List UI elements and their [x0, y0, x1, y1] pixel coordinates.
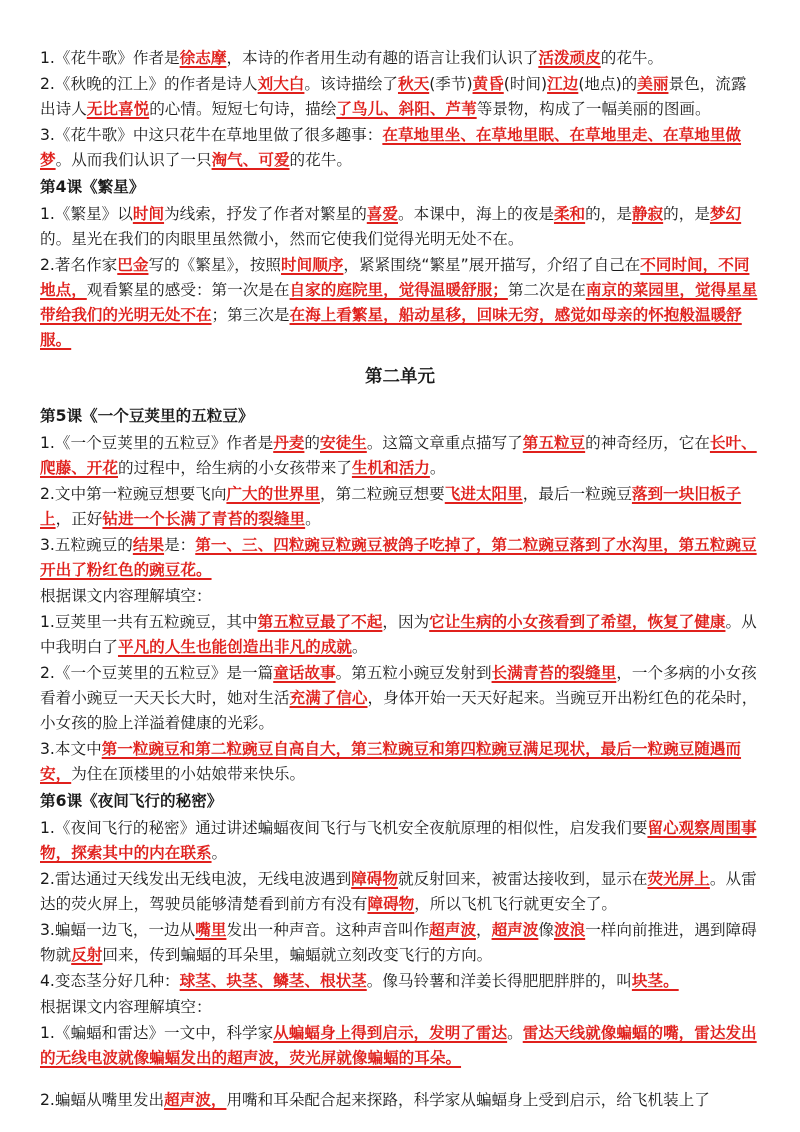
text-segment: 的过程中，给生病的小女孩带来了	[117, 459, 352, 477]
answer-highlight: 在草地里坐、在草地里眠、在草地里走、在草地里做梦	[40, 126, 742, 169]
text-segment: ，本诗的作者用生动有趣的语言让我们认识了	[226, 49, 539, 67]
text-segment: 为住在顶楼里的小姑娘带来快乐。	[71, 765, 306, 783]
text-segment: 。第五粒小豌豆发射到	[335, 664, 492, 682]
answer-highlight: 障碍物	[367, 895, 415, 913]
text-segment: 2.著名作家	[40, 256, 118, 274]
answer-highlight: 喜爱	[366, 205, 398, 223]
text-segment: 的，是	[585, 205, 632, 223]
answer-highlight: 留心观察周围事物，探索其中的内在联系	[40, 819, 757, 862]
text-segment: ，最后一粒豌豆	[522, 485, 632, 503]
answer-highlight: 活泼顽皮	[538, 49, 601, 67]
text-segment: 。这篇文章重点描写了	[366, 434, 523, 452]
answer-highlight: 时间	[132, 205, 165, 223]
text-paragraph	[40, 867, 760, 917]
answer-highlight: 南京的菜园里，觉得星星带给我们的光明无处不在	[40, 281, 758, 324]
text-segment: ，一个多病的小女孩看着小豌豆一天天长大时，她对生活	[40, 664, 757, 707]
answer-highlight: 嘴里	[195, 921, 227, 939]
text-segment: ，	[475, 921, 492, 939]
text-segment: 2.蝙蝠从嘴里发出	[40, 1091, 165, 1109]
spacer	[40, 1072, 760, 1088]
text-segment: 3.五粒豌豆的	[40, 536, 133, 554]
text-segment: 发出一种声音。这种声音叫作	[226, 921, 430, 939]
text-segment: 1.《花牛歌》作者是	[40, 49, 180, 67]
text-paragraph	[40, 202, 760, 252]
answer-highlight: 第五粒豆最了不起	[257, 613, 383, 631]
answer-highlight: 第一、三、四粒豌豆粒豌豆被鸽子吃掉了，第二粒豌豆落到了水沟里，第五粒豌豆开出了粉红色的豌豆花。	[40, 536, 757, 579]
text-segment: 的，是	[663, 205, 710, 223]
text-paragraph	[40, 482, 760, 532]
text-paragraph	[40, 584, 760, 609]
answer-highlight: 童话故事	[273, 664, 336, 682]
text-segment: 的	[304, 434, 321, 452]
answer-highlight: 结果	[132, 536, 165, 554]
text-paragraph	[40, 995, 760, 1020]
answer-highlight: 丹麦	[273, 434, 305, 452]
text-segment: 为线索，抒发了作者对繁星的	[164, 205, 367, 223]
text-segment: 1.《一个豆荚里的五粒豆》作者是	[40, 434, 274, 452]
answer-highlight: 柔和	[553, 205, 586, 223]
answer-highlight: 在海上看繁星，船动星移，回味无穷，感觉如母亲的怀抱般温暖舒服。	[40, 306, 742, 349]
text-segment: 2.《秋晚的江上》的作者是诗人	[40, 75, 258, 93]
text-paragraph	[40, 1088, 760, 1113]
text-segment: 的。星光在我们的肉眼里虽然微小，然而它使我们觉得光明无处不在。	[40, 230, 524, 248]
text-paragraph	[40, 1021, 760, 1071]
answer-highlight: 淘气、可爱	[211, 151, 290, 169]
text-segment: 1.《蝙蝠和雷达》一文中，科学家	[40, 1024, 274, 1042]
answer-highlight: 波浪	[553, 921, 586, 939]
text-segment: 。	[429, 459, 446, 477]
text-segment: 等景物，构成了一幅美丽的图画。	[476, 100, 711, 118]
text-segment: ，正好	[55, 510, 103, 528]
text-segment: ，身体开始一天天好起来。当豌豆开出粉红色的花朵时，小女孩的脸上洋溢着健康的光彩。	[40, 689, 758, 732]
answer-highlight: 第五粒豆	[522, 434, 586, 452]
answer-highlight: 巴金	[117, 256, 149, 274]
text-segment: 。本课中，海上的夜是	[398, 205, 554, 223]
answer-highlight: 反射	[71, 946, 103, 964]
text-segment: 。该诗描绘了	[304, 75, 398, 93]
lesson-heading	[40, 174, 760, 201]
text-segment: 用嘴和耳朵配合起来探路，科学家从蝙蝠身上受到启示，给飞机装上了	[226, 1091, 710, 1109]
text-segment: ，因为	[382, 613, 430, 631]
text-segment: ；第三次是	[211, 306, 290, 324]
answer-highlight: 长满青苔的裂缝里	[491, 664, 617, 682]
answer-highlight: 飞进太阳里	[444, 485, 523, 503]
text-segment: 3.蝙蝠一边飞，一边从	[40, 921, 196, 939]
answer-highlight: 充满了信心	[289, 689, 368, 707]
text-paragraph	[40, 969, 760, 994]
text-segment: ，第二粒豌豆想要	[320, 485, 445, 503]
text-paragraph	[40, 661, 760, 736]
text-segment: ，紧紧围绕“繁星”展开描写，介绍了自己在	[343, 256, 641, 274]
text-segment: 观看繁星的感受：第一次是在	[86, 281, 290, 299]
answer-highlight: 块茎。	[631, 972, 679, 990]
text-segment: 的花牛。	[289, 151, 352, 169]
answer-highlight: 第一粒豌豆和第二粒豌豆自高自大，第三粒豌豆和第四粒豌豆满足现状，最后一粒豌豆随遇而安，	[40, 740, 742, 783]
text-segment: (地点)的	[578, 75, 638, 93]
text-segment: (季节)	[429, 75, 473, 93]
text-segment: 第二次是在	[507, 281, 586, 299]
text-segment: 2.文中第一粒豌豆想要飞向	[40, 485, 227, 503]
answer-highlight: 梦幻	[709, 205, 742, 223]
text-segment: 根据课文内容理解填空：	[40, 998, 212, 1016]
text-segment: 回来，传到蝙蝠的耳朵里，蝙蝠就立刻改变飞行的方向。	[102, 946, 493, 964]
answer-highlight: 从蝙蝠身上得到启示，发明了雷达	[273, 1024, 508, 1042]
text-segment: 写的《繁星》，按照	[148, 256, 282, 274]
text-segment: 。	[305, 510, 321, 528]
answer-highlight: 江边	[547, 75, 579, 93]
text-segment: 。	[507, 1024, 523, 1042]
text-paragraph	[40, 918, 760, 968]
text-segment: 景色，流露出诗人	[40, 75, 747, 118]
answer-highlight: 长叶、爬藤、开花	[40, 434, 757, 477]
text-segment: 第二单元	[365, 367, 435, 387]
text-segment: 就反射回来，被雷达接收到，显示在	[397, 870, 648, 888]
text-paragraph	[40, 72, 760, 122]
text-paragraph	[40, 253, 760, 353]
text-paragraph	[40, 816, 760, 866]
answer-highlight: 安徒生	[320, 434, 367, 452]
lesson-heading	[40, 403, 760, 430]
answer-highlight: 荧光屏上	[647, 870, 710, 888]
text-segment: 。从中我明白了	[40, 613, 757, 656]
answer-highlight: 自家的庭院里，觉得温暖舒服；	[289, 281, 508, 299]
text-segment: 的花牛。	[600, 49, 664, 67]
text-paragraph	[40, 533, 760, 583]
answer-highlight: 无比喜悦	[86, 100, 150, 118]
answer-highlight: 障碍物	[351, 870, 398, 888]
text-segment: 3.本文中	[40, 740, 102, 758]
text-segment: 2.雷达通过天线发出无线电波，无线电波遇到	[40, 870, 352, 888]
answer-highlight: 生机和活力	[351, 459, 430, 477]
text-paragraph	[40, 737, 760, 787]
answer-highlight: 球茎、块茎、鳞茎、根状茎	[179, 972, 367, 990]
answer-highlight: 落到一块旧板子上	[40, 485, 742, 528]
text-segment: 4.变态茎分好几种：	[40, 972, 180, 990]
answer-highlight: 超声波	[429, 921, 476, 939]
answer-highlight: 不同时间，不同地点，	[40, 256, 750, 299]
unit-heading	[40, 361, 760, 393]
answer-highlight: 徐志摩	[179, 49, 227, 67]
text-segment: 。	[211, 844, 228, 862]
text-segment: 的心情。短短七句诗，描绘	[149, 100, 337, 118]
answer-highlight: 它让生病的小女孩看到了希望，恢复了健康	[429, 613, 726, 631]
text-segment: (时间)	[503, 75, 548, 93]
text-segment: 第6课《夜间飞行的秘密》	[40, 792, 223, 810]
text-paragraph	[40, 431, 760, 481]
text-segment: 2.《一个豆荚里的五粒豆》是一篇	[40, 664, 274, 682]
text-segment: 根据课文内容理解填空：	[40, 587, 212, 605]
text-segment: 的神奇经历，它在	[585, 434, 710, 452]
answer-highlight: 超声波	[491, 921, 539, 939]
answer-highlight: 静寂	[631, 205, 664, 223]
text-segment: 第4课《繁星》	[40, 178, 145, 196]
text-segment: 第5课《一个豆荚里的五粒豆》	[40, 407, 254, 425]
text-segment: ，所以飞机飞行就更安全了。	[414, 895, 618, 913]
answer-highlight: 秋天	[397, 75, 430, 93]
text-paragraph	[40, 123, 760, 173]
answer-highlight: 黄昏	[472, 75, 504, 93]
text-segment: 一样向前推进，遇到障碍物就	[40, 921, 757, 964]
text-segment: 。	[351, 638, 368, 656]
answer-highlight: 美丽	[637, 75, 669, 93]
text-segment: 像	[538, 921, 554, 939]
answer-highlight: 了鸟儿、斜阳、芦苇	[336, 100, 477, 118]
answer-highlight: 广大的世界里	[226, 485, 320, 503]
lesson-heading	[40, 788, 760, 815]
text-paragraph	[40, 46, 760, 71]
text-segment: 是：	[164, 536, 196, 554]
answer-highlight: 时间顺序	[281, 256, 344, 274]
text-segment: 。从而我们认识了一只	[55, 151, 212, 169]
text-segment: 3.《花牛歌》中这只花牛在草地里做了很多趣事：	[40, 126, 383, 144]
text-segment: 1.《繁星》以	[40, 205, 133, 223]
answer-highlight: 钻进一个长满了青苔的裂缝里	[102, 510, 306, 528]
answer-highlight: 雷达天线就像蝙蝠的嘴，雷达发出的无线电波就像蝙蝠发出的超声波，荧光屏就像蝙蝠的耳朵。	[40, 1024, 757, 1067]
text-segment: 。从雷达的荧火屏上，驾驶员能够清楚看到前方有没有	[40, 870, 757, 913]
text-segment: 1.豆荚里一共有五粒豌豆，其中	[40, 613, 258, 631]
answer-highlight: 刘大白	[257, 75, 305, 93]
text-paragraph	[40, 610, 760, 660]
answer-highlight: 超声波，	[164, 1091, 227, 1109]
text-segment: 。像马铃薯和洋姜长得肥肥胖胖的，叫	[366, 972, 632, 990]
answer-highlight: 平凡的人生也能创造出非凡的成就	[117, 638, 352, 656]
text-segment: 1.《夜间飞行的秘密》通过讲述蝙蝠夜间飞行与飞机安全夜航原理的相似性，启发我们要	[40, 819, 648, 837]
